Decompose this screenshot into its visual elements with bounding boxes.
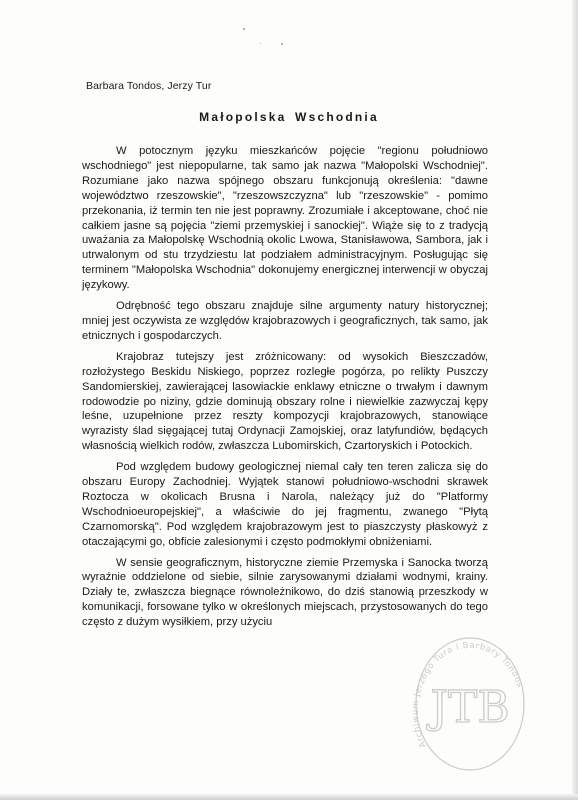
scan-speck — [260, 43, 261, 44]
scan-speck — [243, 28, 245, 30]
paragraph-1: W potocznym języku mieszkańców pojęcie "regionu południowo wschodniego" jest niepopularne, tak samo jak nazwa "Małopolski Wschodniej". Rozumiane jako nazwa spójnego obszaru funkcjonują określenia: "dawne województwo rzeszowskie", "rzeszowszczyzna" lub "rzeszowskie" - pomimo przekonania, iż termin ten nie jest poprawny. Zrozumiałe i akceptowane, choć nie całkiem jasne są pojęcia "ziemi przemyskiej i sanockiej". Wiąże się to z tradycją uważania za Małopolskę Wschodnią okolic Lwowa, Stanisławowa, Sambora, jak i utrwalonym od stu trzydziestu lat podziałem administracyjnym. Posługując się terminem "Małopolska Wschodnia" dokonujemy energicznej interwencji w obyczaj językowy. — [82, 145, 488, 292]
archive-stamp — [408, 626, 532, 776]
scan-edge-bottom — [0, 794, 578, 800]
svg-text:JTB: JTB — [430, 682, 510, 733]
paragraph-4: Pod względem budowy geologicznej niemal cały ten teren zalicza się do obszaru Europy Zachodniej. Wyjątek stanowi południowo-wschodni skrawek Roztocza w okolicach Brusna i Narola, należący już do "Platformy Wschodnioeuropejskiej", a właściwie do jej fragmentu, zwanego "Płytą Czarnomorską". Pod względem krajobrazowym jest to piaszczysty płaskowyż z otaczającymi go, obficie zalesionymi i często podmokłymi obniżeniami. — [82, 461, 488, 548]
svg-text:Archiwum Jerzego Tura i Barbar: Archiwum Jerzego Tura i Barbary Tondos — [410, 640, 525, 750]
authors-line: Barbara Tondos, Jerzy Tur — [86, 80, 212, 92]
paragraph-2: Odrębność tego obszaru znajduje silne argumenty natury historycznej; mniej jest oczywista ze względów krajobrazowych i geograficznych, tak samo, jak etnicznych i gospodarczych. — [82, 300, 488, 342]
scan-edge-right — [572, 0, 578, 800]
paragraph-5: W sensie geograficznym, historyczne ziemie Przemyska i Sanocka tworzą wyraźnie oddzielone od siebie, silnie zarysowanymi działami wodnymi, krainy. Działy te, zwłaszcza biegnące równoleżnikowo, do dziś stanowią przeszkody w komunikacji, forsowane tylko w określonych miejscach, przystosowanych do tego często z dużym wysiłkiem, przy użyciu — [82, 556, 488, 629]
document-body — [82, 144, 488, 636]
paragraph-3: Krajobraz tutejszy jest zróżnicowany: od wysokich Bieszczadów, rozłożystego Beskidu Niskiego, poprzez rozległe pogórza, po relikty Puszczy Sandomierskiej, zawierającej lasowiackie enklawy etniczne o trwałym i dawnym rodowodzie po niziny, gdzie dominują obszary rolne i niewielkie zazwyczaj kępy leśne, uzupełnione przez reszty kompozycji krajobrazowych, stanowiące wyrazisty ślad sięgającej tutaj Ordynacji Zamojskiej, oraz latyfundiów, będących własnością wielkich rodów, zwłaszcza Lubomirskich, Czartoryskich i Potockich. — [82, 350, 488, 453]
document-title: Małopolska Wschodnia — [199, 110, 379, 124]
scan-speck — [281, 43, 283, 45]
